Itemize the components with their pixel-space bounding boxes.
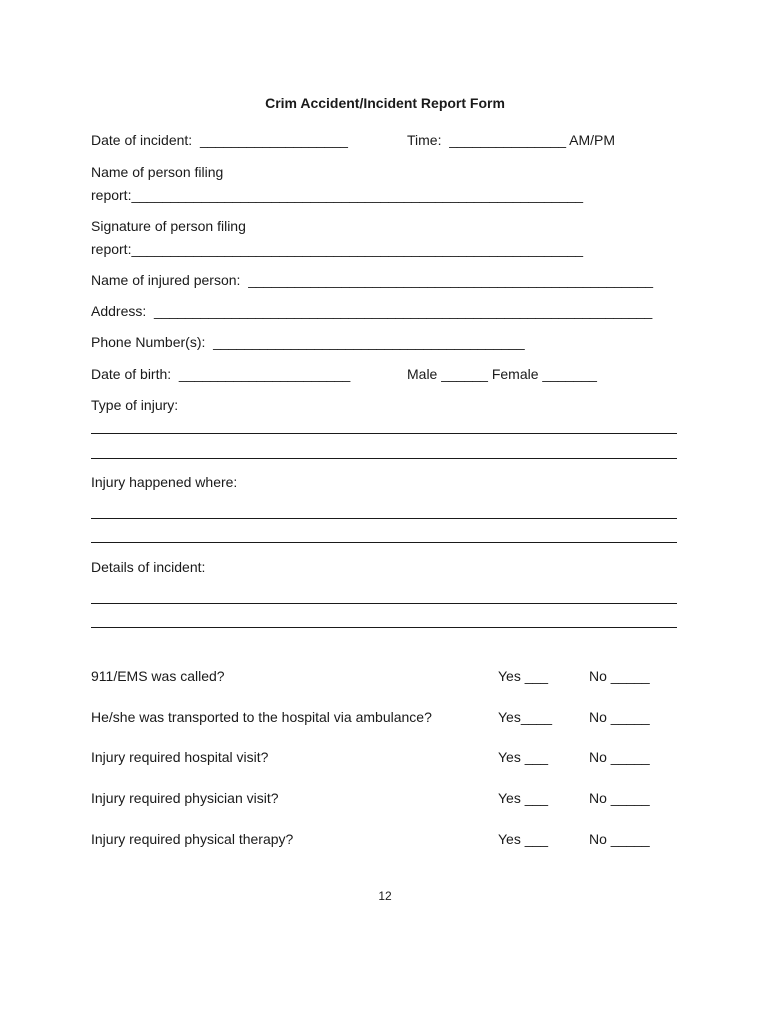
type-of-injury-line-2[interactable] (91, 458, 677, 459)
signature-filing-label: Signature of person filing (91, 218, 246, 234)
details-label: Details of incident: (91, 559, 206, 575)
details-line-1[interactable] (91, 603, 677, 604)
question-label: Injury required physician visit? (91, 790, 279, 806)
question-label: 911/EMS was called? (91, 668, 225, 684)
question-yes[interactable]: Yes ___ (498, 831, 549, 847)
type-of-injury-label: Type of injury: (91, 397, 179, 413)
type-of-injury-line-1[interactable] (91, 433, 677, 434)
date-of-incident-field[interactable]: Date of incident: ___________________ (91, 132, 348, 148)
question-no[interactable]: No _____ (589, 749, 650, 765)
question-label: He/she was transported to the hospital via ambulance? (91, 709, 432, 725)
signature-filing-field[interactable]: report:__________________________________________________________ (91, 241, 584, 257)
question-yes[interactable]: Yes ___ (498, 749, 549, 765)
name-injured-field[interactable]: Name of injured person: ____________________________________________________ (91, 272, 654, 288)
question-no[interactable]: No _____ (589, 668, 650, 684)
date-of-birth-field[interactable]: Date of birth: ______________________ (91, 366, 351, 382)
question-yes[interactable]: Yes ___ (498, 668, 549, 684)
question-no[interactable]: No _____ (589, 709, 650, 725)
injury-where-label: Injury happened where: (91, 474, 238, 490)
page-number: 12 (378, 889, 392, 903)
gender-field[interactable]: Male ______ Female _______ (407, 366, 597, 382)
question-label: Injury required physical therapy? (91, 831, 294, 847)
question-label: Injury required hospital visit? (91, 749, 269, 765)
time-field[interactable]: Time: _______________ AM/PM (407, 132, 616, 148)
question-no[interactable]: No _____ (589, 790, 650, 806)
injury-where-line-2[interactable] (91, 542, 677, 543)
details-line-2[interactable] (91, 627, 677, 628)
injury-where-line-1[interactable] (91, 518, 677, 519)
form-title: Crim Accident/Incident Report Form (265, 95, 505, 111)
address-field[interactable]: Address: ________________________________________________________________ (91, 303, 653, 319)
name-filing-field[interactable]: report:__________________________________________________________ (91, 187, 584, 203)
question-no[interactable]: No _____ (589, 831, 650, 847)
name-filing-label: Name of person filing (91, 164, 224, 180)
question-yes[interactable]: Yes____ (498, 709, 552, 725)
question-yes[interactable]: Yes ___ (498, 790, 549, 806)
phone-field[interactable]: Phone Number(s): ________________________________________ (91, 334, 525, 350)
